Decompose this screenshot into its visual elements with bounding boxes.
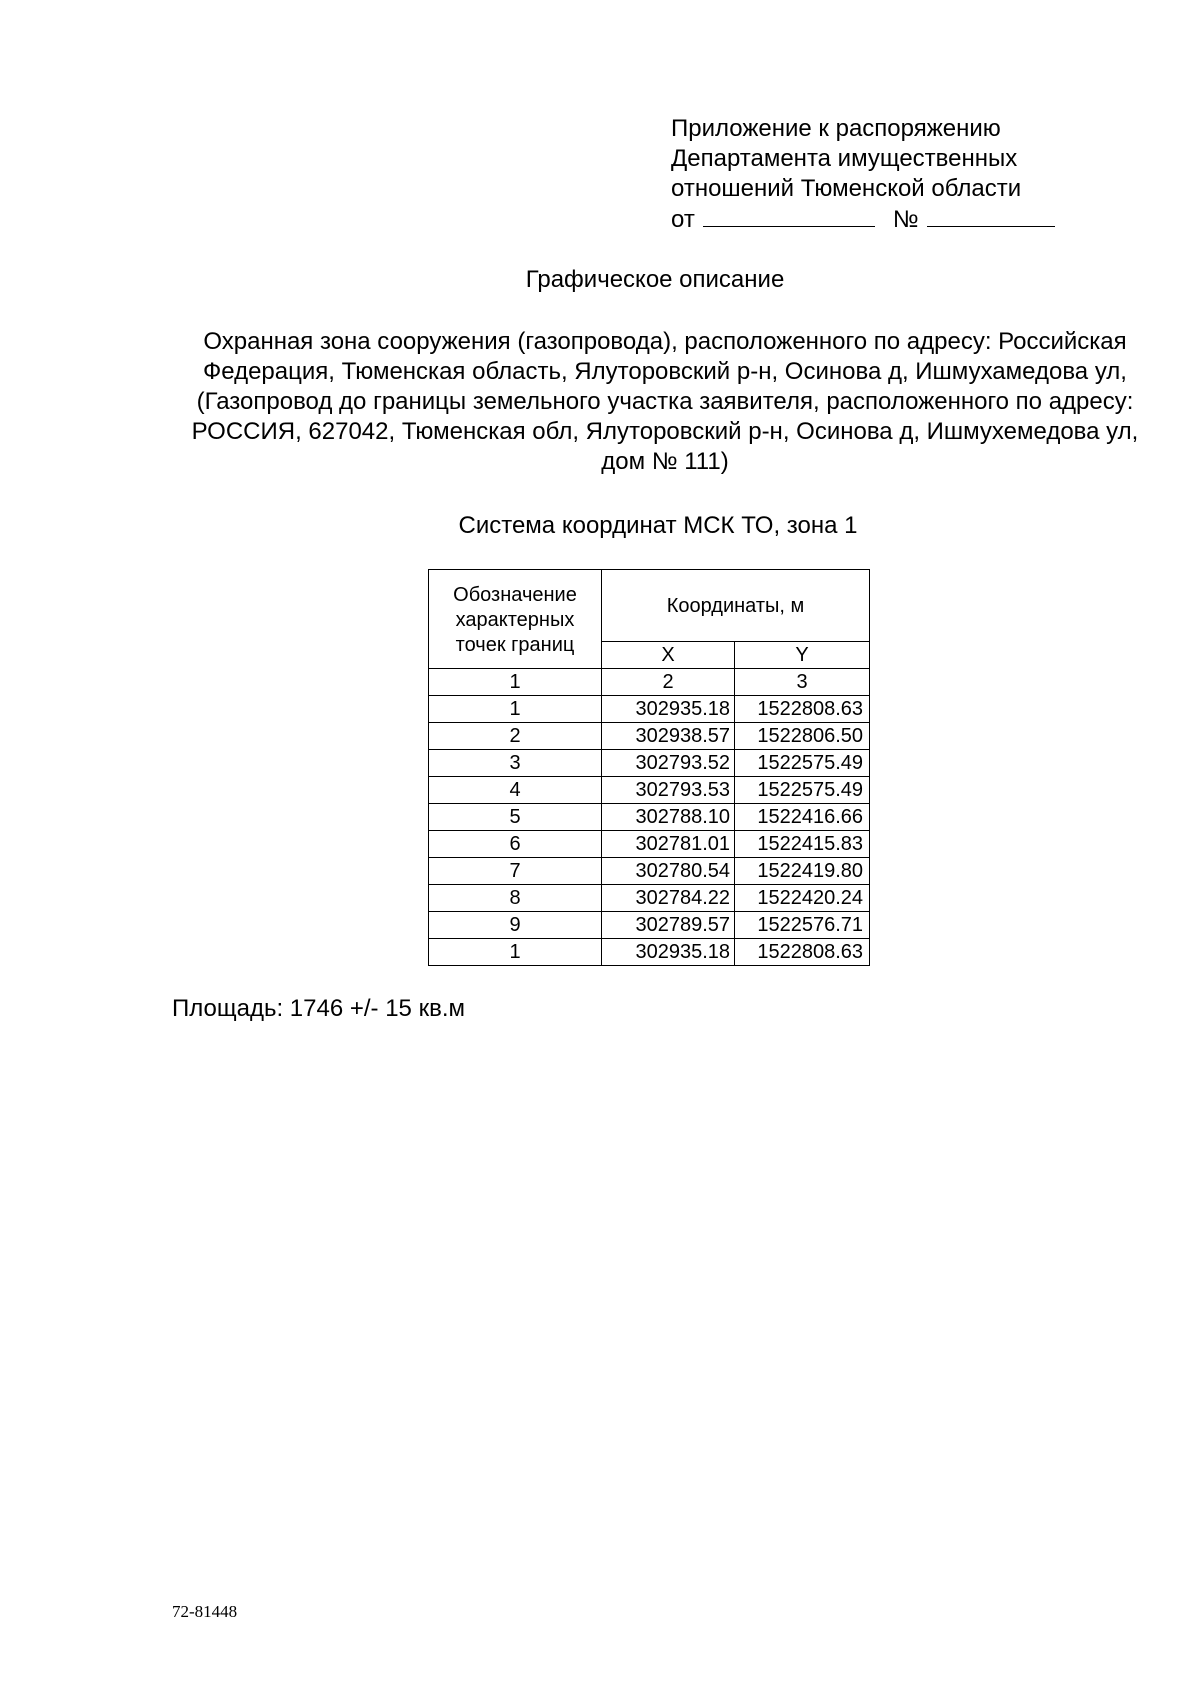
point-cell: 1: [429, 939, 602, 966]
index-col-3: 3: [735, 669, 870, 696]
coordinate-system: Система координат МСК ТО, зона 1: [458, 512, 858, 539]
object-description: Охранная зона сооружения (газопровода), расположенного по адресу: Российская Федерация, Тюменская область, Ялуторовский р-н, Осинова д, Ишмухамедова ул, (Газопровод до границы земельного участка заявителя, расположенного по адресу: РОССИЯ, 627042, Тюменская обл, Ялуторовский р-н, Осинова д, Ишмухемедова ул, дом № 111): [191, 328, 1139, 475]
appendix-line-2: Департамента имущественных: [671, 145, 1018, 172]
appendix-line-3: отношений Тюменской области: [671, 175, 1022, 202]
table-row: [429, 939, 870, 966]
table-row: [429, 831, 870, 858]
table-row: [429, 723, 870, 750]
x-cell: 302935.18: [602, 696, 735, 723]
table-row: [429, 804, 870, 831]
x-cell: 302789.57: [602, 912, 735, 939]
header-points-text: Обозначение характерных точек границ: [453, 583, 577, 656]
y-cell: 1522575.49: [735, 777, 870, 804]
header-x: X: [602, 642, 735, 669]
table-row: [429, 885, 870, 912]
number-label: №: [892, 206, 919, 233]
header-points: [429, 570, 602, 669]
y-cell: 1522416.66: [735, 804, 870, 831]
y-cell: 1522415.83: [735, 831, 870, 858]
table-header-row: [429, 570, 870, 642]
point-cell: 1: [429, 696, 602, 723]
y-cell: 1522808.63: [735, 696, 870, 723]
x-cell: 302784.22: [602, 885, 735, 912]
y-cell: 1522808.63: [735, 939, 870, 966]
appendix-date-number-line: [671, 204, 1055, 235]
table-index-row: [429, 669, 870, 696]
y-cell: 1522420.24: [735, 885, 870, 912]
table-row: [429, 858, 870, 885]
area-value: Площадь: 1746 +/- 15 кв.м: [172, 995, 465, 1022]
from-label: от: [671, 206, 695, 233]
appendix-line-1: Приложение к распоряжению: [671, 115, 1001, 142]
x-cell: 302793.53: [602, 777, 735, 804]
number-blank: [927, 204, 1055, 227]
point-cell: 3: [429, 750, 602, 777]
x-cell: 302938.57: [602, 723, 735, 750]
index-col-1: 1: [429, 669, 602, 696]
x-cell: 302780.54: [602, 858, 735, 885]
table-row: [429, 777, 870, 804]
point-cell: 4: [429, 777, 602, 804]
table-row: [429, 750, 870, 777]
table-row: [429, 696, 870, 723]
appendix-header: [671, 114, 1055, 235]
point-cell: 6: [429, 831, 602, 858]
point-cell: 7: [429, 858, 602, 885]
date-blank: [703, 204, 875, 227]
header-coordinates: Координаты, м: [602, 570, 870, 642]
index-col-2: 2: [602, 669, 735, 696]
document-title: Графическое описание: [525, 266, 785, 293]
y-cell: 1522806.50: [735, 723, 870, 750]
point-cell: 9: [429, 912, 602, 939]
point-cell: 8: [429, 885, 602, 912]
header-y: Y: [735, 642, 870, 669]
x-cell: 302781.01: [602, 831, 735, 858]
x-cell: 302935.18: [602, 939, 735, 966]
point-cell: 2: [429, 723, 602, 750]
y-cell: 1522576.71: [735, 912, 870, 939]
x-cell: 302788.10: [602, 804, 735, 831]
coordinates-table: [428, 569, 870, 966]
point-cell: 5: [429, 804, 602, 831]
table-row: [429, 912, 870, 939]
footer-code: 72-81448: [172, 1602, 238, 1621]
y-cell: 1522575.49: [735, 750, 870, 777]
x-cell: 302793.52: [602, 750, 735, 777]
y-cell: 1522419.80: [735, 858, 870, 885]
